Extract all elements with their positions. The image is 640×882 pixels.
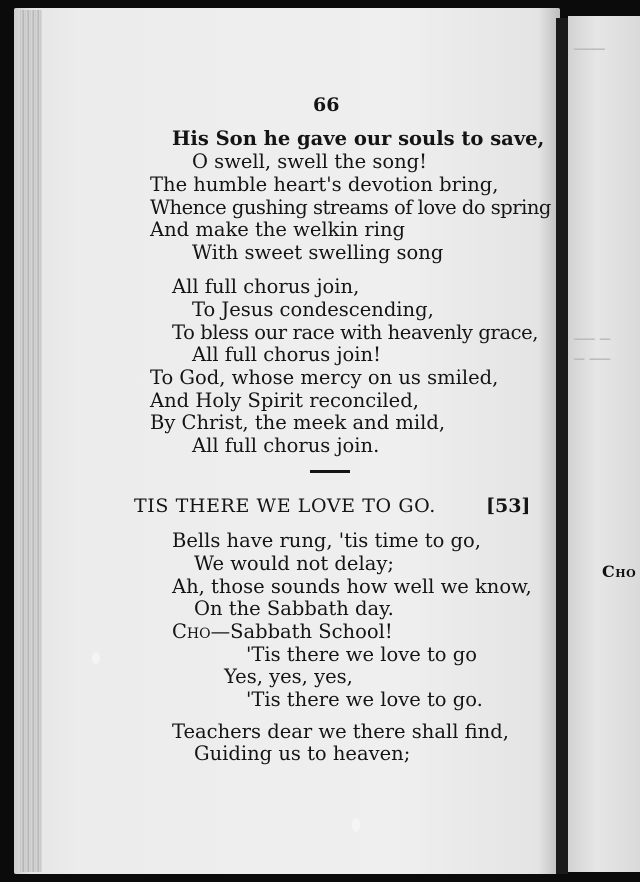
hymn-number: [53] bbox=[486, 495, 531, 517]
chorus-line: 'Tis there we love to go bbox=[246, 643, 477, 666]
verse-line: And Holy Spirit reconciled, bbox=[150, 389, 419, 412]
chorus-text: —Sabbath School! bbox=[210, 620, 393, 643]
verse-line: We would not delay; bbox=[194, 552, 394, 575]
adjacent-page bbox=[568, 16, 640, 872]
verse-line: All full chorus join, bbox=[172, 275, 360, 298]
verse-line: To God, whose mercy on us smiled, bbox=[150, 366, 499, 389]
verse-line: And make the welkin ring bbox=[150, 218, 406, 241]
verse-line: Ah, those sounds how well we know, bbox=[172, 575, 532, 598]
verse-line: With sweet swelling song bbox=[192, 241, 444, 264]
verse-line: Teachers dear we there shall find, bbox=[172, 720, 509, 743]
verse-line: Whence gushing streams of love do spring bbox=[150, 196, 551, 219]
verse-line: Bells have rung, 'tis time to go, bbox=[172, 529, 481, 552]
verse-line: All full chorus join. bbox=[192, 434, 380, 457]
verse-line: All full chorus join! bbox=[192, 343, 381, 366]
scan-speck bbox=[352, 818, 360, 832]
bleed-through-mark: ─ ── bbox=[574, 350, 611, 370]
page-number: 66 bbox=[313, 94, 340, 116]
verse-line: O swell, swell the song! bbox=[192, 150, 427, 173]
verse-line: His Son he gave our souls to save, bbox=[172, 127, 545, 150]
verse-line: The humble heart's devotion bring, bbox=[150, 173, 499, 196]
page-edge bbox=[20, 10, 42, 872]
chorus-line: 'Tis there we love to go. bbox=[246, 688, 483, 711]
book-gutter bbox=[556, 18, 568, 874]
verse-line: To Jesus condescending, bbox=[192, 298, 434, 321]
chorus-label: Cho bbox=[172, 620, 211, 643]
bleed-through-mark: ─── bbox=[574, 40, 605, 60]
section-divider bbox=[310, 470, 350, 473]
scan-speck bbox=[92, 652, 100, 664]
verse-line: Guiding us to heaven; bbox=[194, 742, 411, 765]
verse-line: To bless our race with heavenly grace, bbox=[172, 321, 539, 344]
verse-line: By Christ, the meek and mild, bbox=[150, 411, 446, 434]
bleed-through-mark: ── ─ bbox=[574, 330, 611, 350]
verse-line: On the Sabbath day. bbox=[194, 597, 394, 620]
chorus-line: Yes, yes, yes, bbox=[224, 665, 353, 688]
adjacent-page-chorus-label: Cho bbox=[602, 562, 637, 581]
chorus-line bbox=[172, 621, 393, 643]
hymn-title: TIS THERE WE LOVE TO GO. bbox=[134, 495, 436, 517]
